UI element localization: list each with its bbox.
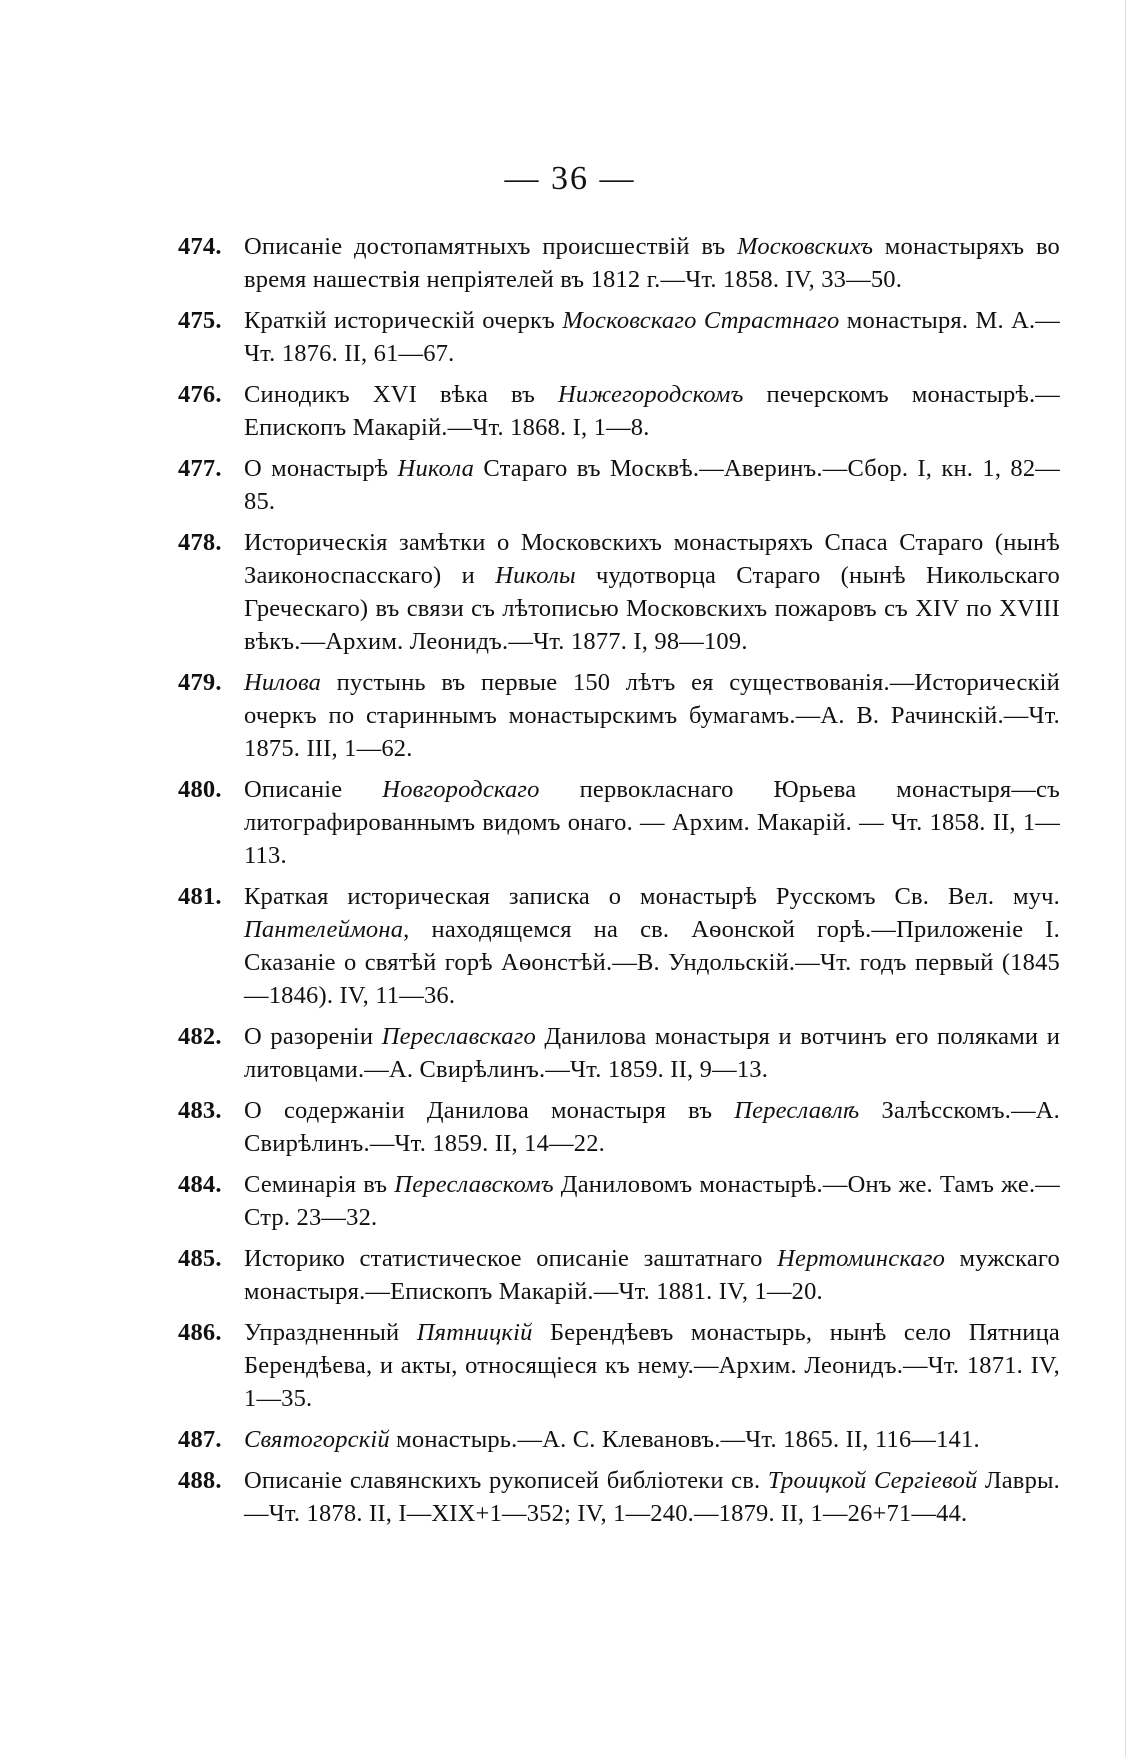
entry-italic-title: Переславскаго <box>381 1023 536 1050</box>
bibliography-entry <box>178 378 1060 444</box>
entry-italic-title: Нижегородскомъ <box>558 381 744 408</box>
entry-italic-title: Пантелеймона <box>244 916 404 943</box>
entry-text-segment: Стараго въ Москвѣ.—Аверинъ.—Сбор. I, кн. 1, 82—85. <box>244 455 1060 515</box>
entry-italic-title: Пятницкій <box>416 1319 533 1346</box>
entry-number: 479. <box>178 669 222 696</box>
entry-number: 481. <box>178 883 222 910</box>
bibliography-entry <box>178 880 1060 1012</box>
bibliography-entry <box>178 1464 1060 1530</box>
entry-number: 484. <box>178 1171 222 1198</box>
entry-number: 474. <box>178 233 222 260</box>
entry-text <box>244 526 1060 658</box>
entry-text-segment: монастырь.—А. С. Клевановъ.—Чт. 1865. II, 116—141. <box>389 1426 980 1453</box>
entry-number: 486. <box>178 1319 222 1346</box>
entry-text <box>244 304 1060 370</box>
entry-number: 477. <box>178 455 222 482</box>
entry-number: 483. <box>178 1097 222 1124</box>
entry-text-segment: пустынь въ первые 150 лѣтъ ея существованія.—Историческій очеркъ по стариннымъ монастырскимъ бумагамъ.—А. В. Рачинскій.—Чт. 1875. III, 1—62. <box>244 669 1060 762</box>
entry-text-segment: Даниловомъ монастырѣ.—Онъ же. Тамъ же.—Стр. 23—32. <box>244 1171 1061 1231</box>
bibliography-entry <box>178 1423 1060 1456</box>
entry-text <box>244 1094 1060 1160</box>
bibliography-list <box>178 230 1060 1538</box>
bibliography-entry <box>178 304 1060 370</box>
entry-italic-title: Нертоминскаго <box>777 1245 946 1272</box>
entry-number: 488. <box>178 1467 222 1494</box>
entry-text-segment: О разореніи <box>244 1023 382 1050</box>
entry-text-segment: Лавры.—Чт. 1878. II, I—XIX+1—352; IV, 1—240.—1879. II, 1—26+71—44. <box>244 1467 1061 1527</box>
entry-text-segment: Краткій историческій очеркъ <box>244 307 563 334</box>
bibliography-entry <box>178 1168 1060 1234</box>
entry-italic-title: Никола <box>397 455 475 482</box>
entry-text-segment: монастыря. М. А.—Чт. 1876. II, 61—67. <box>244 307 1060 367</box>
entry-italic-title: Николы <box>495 562 576 589</box>
entry-number: 478. <box>178 529 222 556</box>
entry-text-segment: Семинарія въ <box>244 1171 395 1198</box>
entry-text-segment: мужскаго монастыря.—Епископъ Макарій.—Чт. 1881. IV, 1—20. <box>244 1245 1061 1305</box>
entry-text-segment: печерскомъ монастырѣ.—Епископъ Макарій.—Чт. 1868. I, 1—8. <box>244 381 1061 441</box>
bibliography-entry <box>178 230 1060 296</box>
entry-italic-title: Святогорскій <box>244 1426 390 1453</box>
entry-text-segment: Берендѣевъ монастырь, нынѣ село Пятница Берендѣева, и акты, относящіеся къ нему.—Архим. Леонидъ.—Чт. 1871. IV, 1—35. <box>244 1319 1060 1412</box>
entry-text <box>244 1168 1060 1234</box>
bibliography-entry <box>178 1094 1060 1160</box>
entry-italic-title: Московскаго Страстнаго <box>562 307 840 334</box>
entry-italic-title: Новгородскаго <box>382 776 540 803</box>
entry-text-segment: Краткая историческая записка о монастырѣ Русскомъ Св. Вел. муч. <box>244 883 1060 910</box>
entry-text <box>244 452 1060 518</box>
entry-text-segment: Залѣсскомъ.—А. Свирѣлинъ.—Чт. 1859. II, 14—22. <box>244 1097 1060 1157</box>
bibliography-entry <box>178 666 1060 765</box>
entry-text <box>244 230 1060 296</box>
entry-text-segment: первокласнаго Юрьева монастыря—съ литографированнымъ видомъ онаго. — Архим. Макарій. — Чт. 1858. II, 1—113. <box>244 776 1061 869</box>
entry-number: 480. <box>178 776 222 803</box>
entry-text <box>244 880 1060 1012</box>
bibliography-entry <box>178 452 1060 518</box>
entry-text <box>244 378 1060 444</box>
bibliography-entry <box>178 773 1060 872</box>
entry-text <box>244 1423 1060 1456</box>
entry-text <box>244 1316 1060 1415</box>
entry-italic-title: Нилова <box>244 669 322 696</box>
entry-text-segment: монастыряхъ во время нашествія непріятелей въ 1812 г.—Чт. 1858. IV, 33—50. <box>244 233 1060 293</box>
entry-italic-title: Московскихъ <box>737 233 874 260</box>
entry-text-segment: чудотворца Стараго (нынѣ Никольскаго Греческаго) въ связи съ лѣтописью Московскихъ пожаровъ съ XIV по XVIII вѣкъ.—Архим. Леонидъ.—Чт. 1877. I, 98—109. <box>244 562 1060 655</box>
entry-text <box>244 773 1060 872</box>
entry-text-segment: О монастырѣ <box>244 455 398 482</box>
entry-text-segment: Историческія замѣтки о Московскихъ монастыряхъ Спаса Стараго (нынѣ Заиконоспасскаго) и <box>244 529 1060 589</box>
entry-number: 482. <box>178 1023 222 1050</box>
entry-text-segment: Историко статистическое описаніе заштатнаго <box>244 1245 778 1272</box>
entry-text <box>244 1020 1060 1086</box>
entry-text <box>244 666 1060 765</box>
entry-number: 475. <box>178 307 222 334</box>
bibliography-entry <box>178 1316 1060 1415</box>
bibliography-entry <box>178 1242 1060 1308</box>
entry-text-segment: , находящемся на св. Аѳонской горѣ.—Приложеніе I. Сказаніе о святѣй горѣ Аѳонстѣй.—В. Ундольскій.—Чт. годъ первый (1845—1846). IV, 11—36. <box>244 916 1060 1009</box>
entry-text-segment: Упраздненный <box>244 1319 417 1346</box>
entry-text-segment: Описаніе достопамятныхъ происшествій въ <box>244 233 738 260</box>
entry-italic-title: Троицкой Сергіевой <box>767 1467 978 1494</box>
page-number: — 36 — <box>504 160 636 197</box>
page-edge-line <box>1125 0 1126 1757</box>
entry-number: 487. <box>178 1426 222 1453</box>
entry-text-segment: Синодикъ XVI вѣка въ <box>244 381 559 408</box>
bibliography-entry <box>178 526 1060 658</box>
entry-text-segment: Описаніе <box>244 776 383 803</box>
entry-text <box>244 1242 1060 1308</box>
entry-italic-title: Переславскомъ <box>394 1171 554 1198</box>
entry-number: 476. <box>178 381 222 408</box>
entry-text-segment: О содержаніи Данилова монастыря въ <box>244 1097 735 1124</box>
entry-italic-title: Переславлѣ <box>734 1097 860 1124</box>
entry-text-segment: Данилова монастыря и вотчинъ его поляками и литовцами.—А. Свирѣлинъ.—Чт. 1859. II, 9—13. <box>244 1023 1061 1083</box>
entry-number: 485. <box>178 1245 222 1272</box>
entry-text <box>244 1464 1060 1530</box>
bibliography-entry <box>178 1020 1060 1086</box>
entry-text-segment: Описаніе славянскихъ рукописей библіотеки св. <box>244 1467 768 1494</box>
